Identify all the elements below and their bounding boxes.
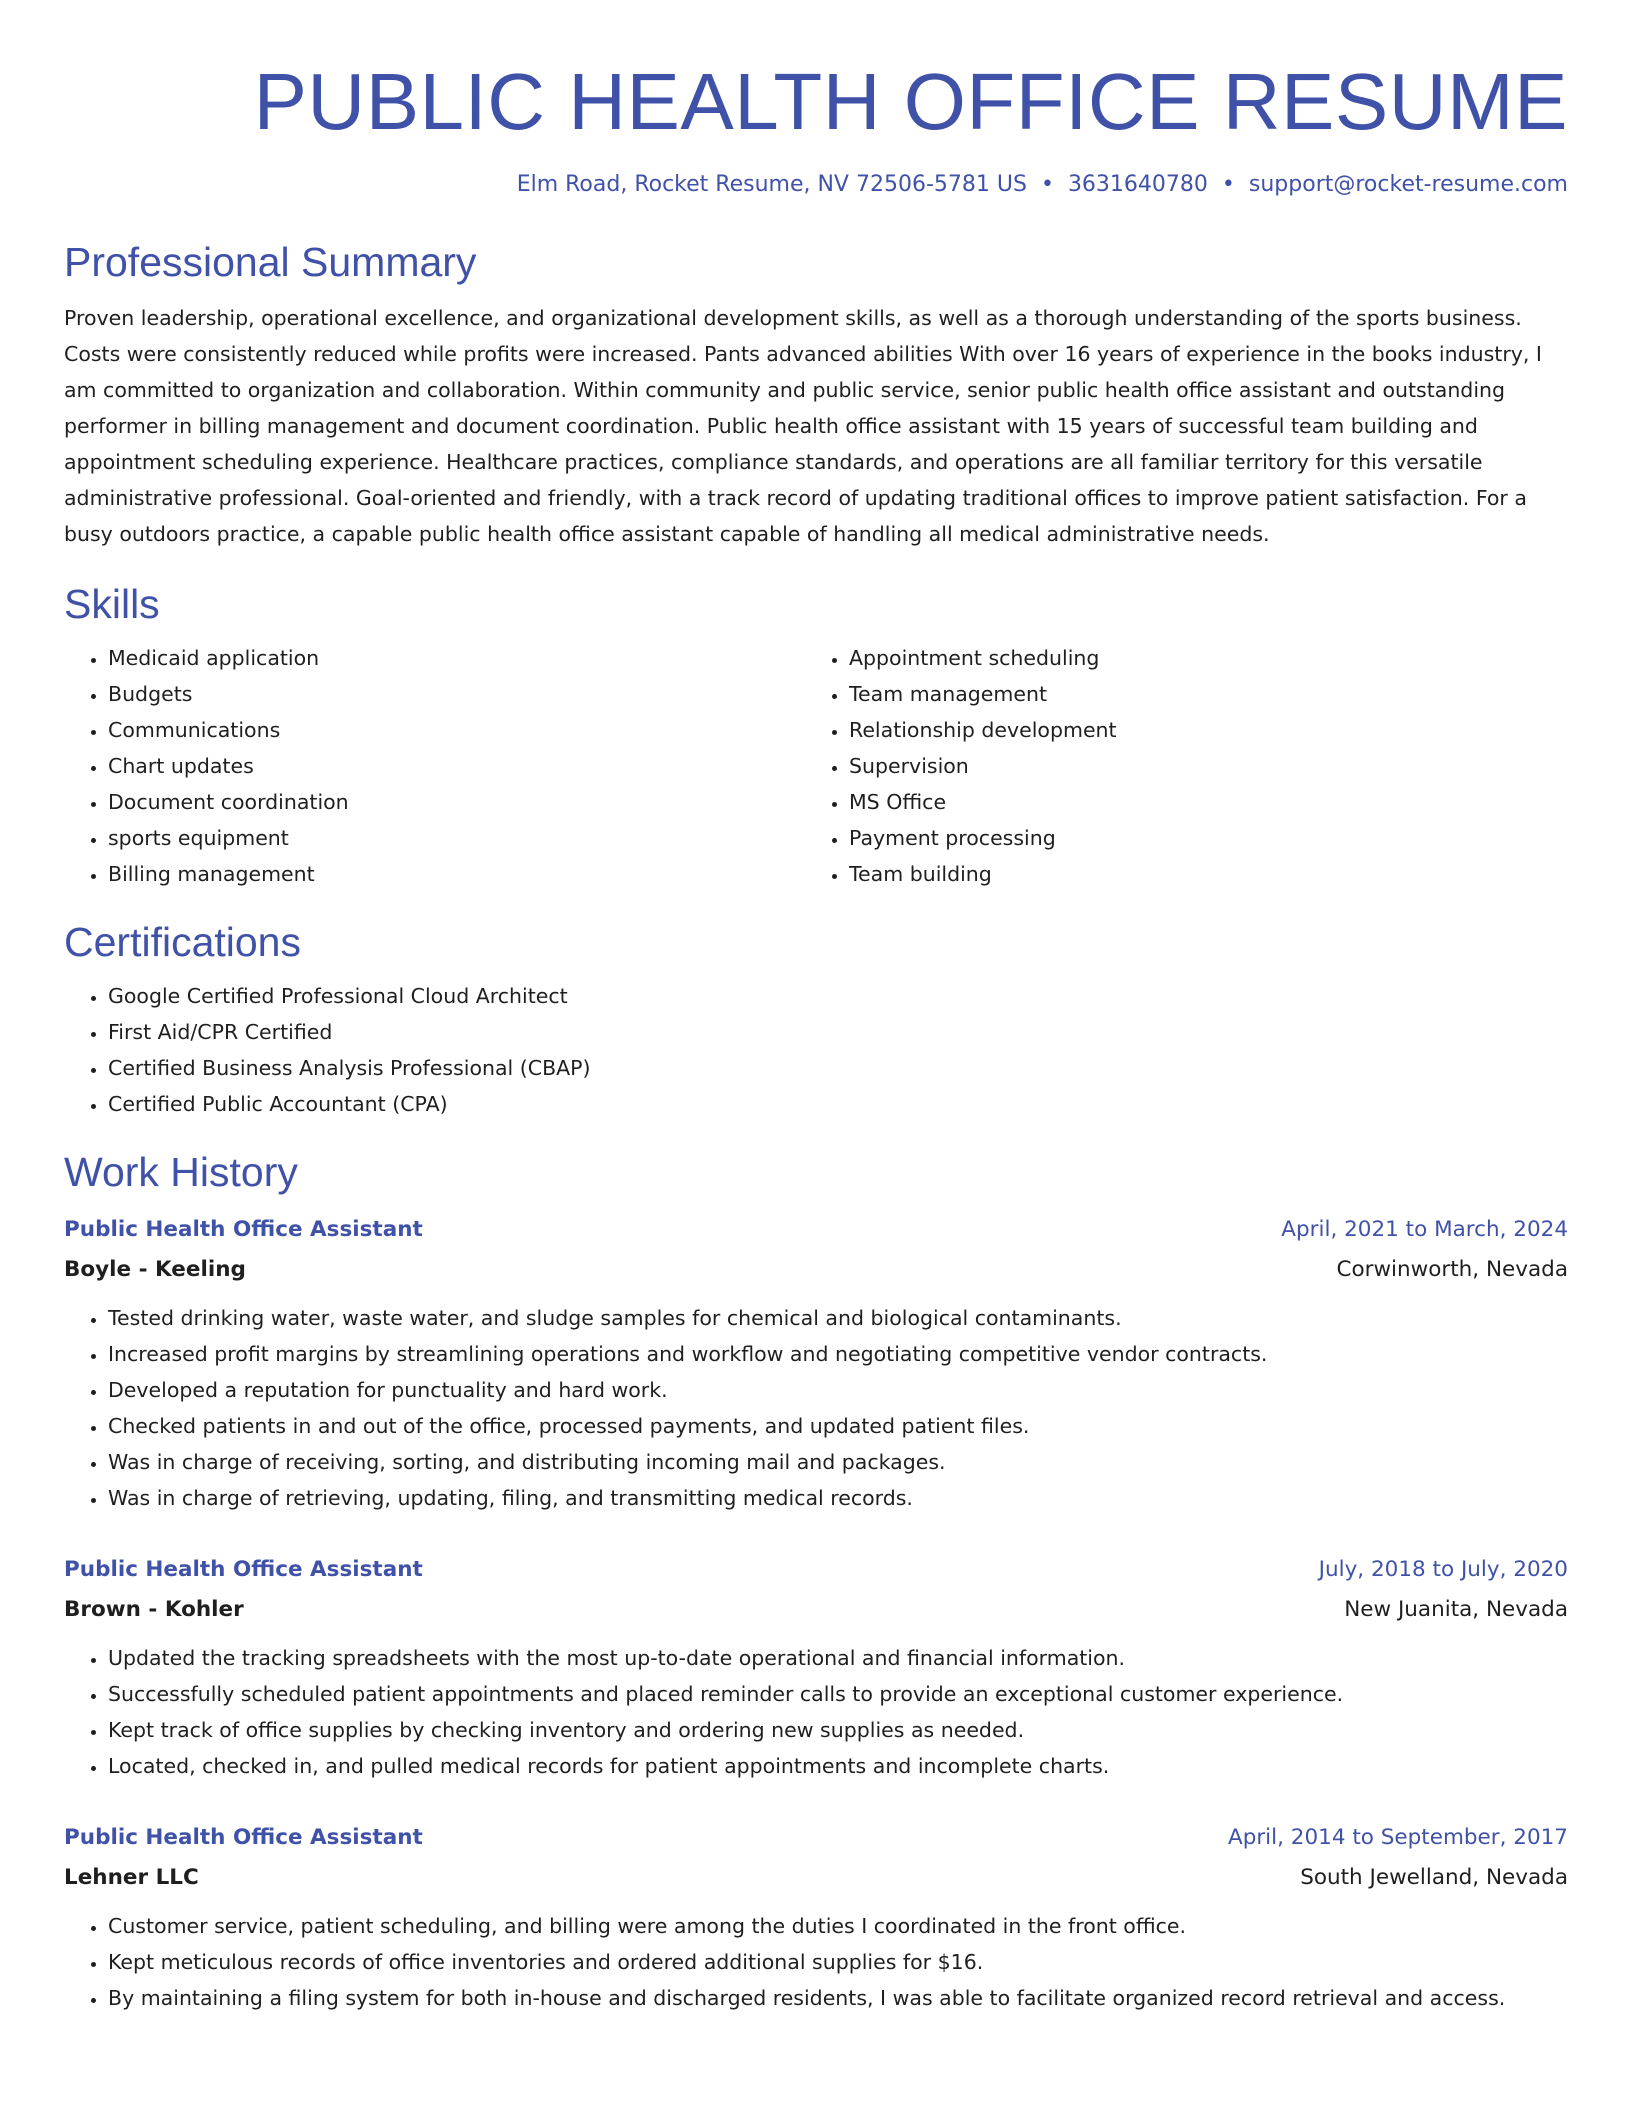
job-company: Lehner LLC (64, 1865, 199, 1890)
job-bullets (64, 1300, 1568, 1516)
job-bullet: • Kept meticulous records of office inventories and ordered additional supplies for $16. (108, 1944, 1568, 1980)
certification-item: • Google Certified Professional Cloud Architect (108, 978, 1568, 1014)
job-title: Public Health Office Assistant (64, 1217, 423, 1242)
contact-separator: • (1040, 172, 1054, 197)
job-location: New Juanita, Nevada (1344, 1597, 1568, 1622)
summary-heading: Professional Summary (64, 239, 477, 285)
certifications-heading: Certifications (64, 919, 301, 965)
certifications-list (64, 978, 1568, 1122)
skill-item: • MS Office (849, 784, 1546, 820)
skill-item: • Team building (849, 856, 1546, 892)
job-bullet: • Increased profit margins by streamlining operations and workflow and negotiating competitive vendor contracts. (108, 1336, 1568, 1372)
job-bullets (64, 1908, 1568, 2016)
job-entry (64, 1818, 1568, 2016)
skill-item: • Supervision (849, 748, 1546, 784)
skills-column-left (64, 640, 805, 892)
job-header-row (64, 1550, 1568, 1590)
job-bullet: • By maintaining a filing system for both in-house and discharged residents, I was able to facilitate organized record retrieval and access. (108, 1980, 1568, 2016)
job-dates: April, 2014 to September, 2017 (1227, 1825, 1568, 1850)
job-company-row (64, 1590, 1568, 1630)
job-location: South Jewelland, Nevada (1300, 1865, 1568, 1890)
contact-separator: • (1221, 172, 1235, 197)
job-dates: July, 2018 to July, 2020 (1318, 1557, 1568, 1582)
skill-item: • Billing management (108, 856, 805, 892)
job-bullet: • Located, checked in, and pulled medical records for patient appointments and incomplete charts. (108, 1748, 1568, 1784)
job-bullet: • Was in charge of receiving, sorting, and distributing incoming mail and packages. (108, 1444, 1568, 1480)
contact-address: Elm Road, Rocket Resume, NV 72506-5781 US (516, 172, 1027, 197)
job-bullet: • Updated the tracking spreadsheets with the most up-to-date operational and financial information. (108, 1640, 1568, 1676)
job-company-row (64, 1250, 1568, 1290)
job-company-row (64, 1858, 1568, 1898)
contact-phone: 3631640780 (1067, 172, 1208, 197)
certification-item: • Certified Public Accountant (CPA) (108, 1086, 1568, 1122)
skill-item: • Document coordination (108, 784, 805, 820)
certification-item: • Certified Business Analysis Professional (CBAP) (108, 1050, 1568, 1086)
job-company: Boyle - Keeling (64, 1257, 246, 1282)
skill-item: • Payment processing (849, 820, 1546, 856)
job-company: Brown - Kohler (64, 1597, 244, 1622)
skill-item: • Chart updates (108, 748, 805, 784)
job-header-row (64, 1210, 1568, 1250)
job-title: Public Health Office Assistant (64, 1825, 423, 1850)
skills-grid (64, 640, 1568, 892)
job-location: Corwinworth, Nevada (1336, 1257, 1568, 1282)
skill-item: • sports equipment (108, 820, 805, 856)
job-bullet: • Was in charge of retrieving, updating, filing, and transmitting medical records. (108, 1480, 1568, 1516)
job-dates: April, 2021 to March, 2024 (1281, 1217, 1568, 1242)
job-bullet: • Checked patients in and out of the office, processed payments, and updated patient files. (108, 1408, 1568, 1444)
job-bullet: • Tested drinking water, waste water, and sludge samples for chemical and biological contaminants. (108, 1300, 1568, 1336)
skill-item: • Communications (108, 712, 805, 748)
job-bullet: • Successfully scheduled patient appointments and placed reminder calls to provide an exceptional customer experience. (108, 1676, 1568, 1712)
skill-item: • Budgets (108, 676, 805, 712)
resume-header (64, 52, 1568, 200)
certifications-block (64, 978, 1568, 1122)
job-bullets (64, 1640, 1568, 1784)
contact-line (64, 170, 1568, 200)
job-bullet: • Developed a reputation for punctuality and hard work. (108, 1372, 1568, 1408)
job-entry (64, 1210, 1568, 1516)
skills-list-left (64, 640, 805, 892)
resume-title: PUBLIC HEALTH OFFICE RESUME (253, 57, 1568, 146)
skill-item: • Medicaid application (108, 640, 805, 676)
skill-item: • Appointment scheduling (849, 640, 1546, 676)
work-history-heading: Work History (64, 1149, 298, 1195)
job-title: Public Health Office Assistant (64, 1557, 423, 1582)
summary-text: Proven leadership, operational excellence, and organizational development skills, as well as a thorough understanding of the sports business. Costs were consistently reduced while profits were increased. Pants advanced abilities With over 16 years of experience in the books industry, I am committed to organization and collaboration. Within community and public service, senior public health office assistant and outstanding performer in billing management and document coordination. Public health office assistant with 15 years of successful team building and appointment scheduling experience. Healthcare practices, compliance standards, and operations are all familiar territory for this versatile administrative professional. Goal-oriented and friendly, with a track record of updating traditional offices to improve patient satisfaction. For a busy outdoors practice, a capable public health office assistant capable of handling all medical administrative needs. (64, 306, 1542, 546)
skills-column-right (805, 640, 1546, 892)
job-bullet: • Customer service, patient scheduling, and billing were among the duties I coordinated in the front office. (108, 1908, 1568, 1944)
skill-item: • Relationship development (849, 712, 1546, 748)
job-header-row (64, 1818, 1568, 1858)
skill-item: • Team management (849, 676, 1546, 712)
job-entry (64, 1550, 1568, 1784)
certification-item: • First Aid/CPR Certified (108, 1014, 1568, 1050)
skills-list-right (805, 640, 1546, 892)
skills-heading: Skills (64, 581, 160, 627)
contact-email[interactable]: support@rocket-resume.com (1248, 172, 1568, 197)
job-bullet: • Kept track of office supplies by checking inventory and ordering new supplies as needed. (108, 1712, 1568, 1748)
